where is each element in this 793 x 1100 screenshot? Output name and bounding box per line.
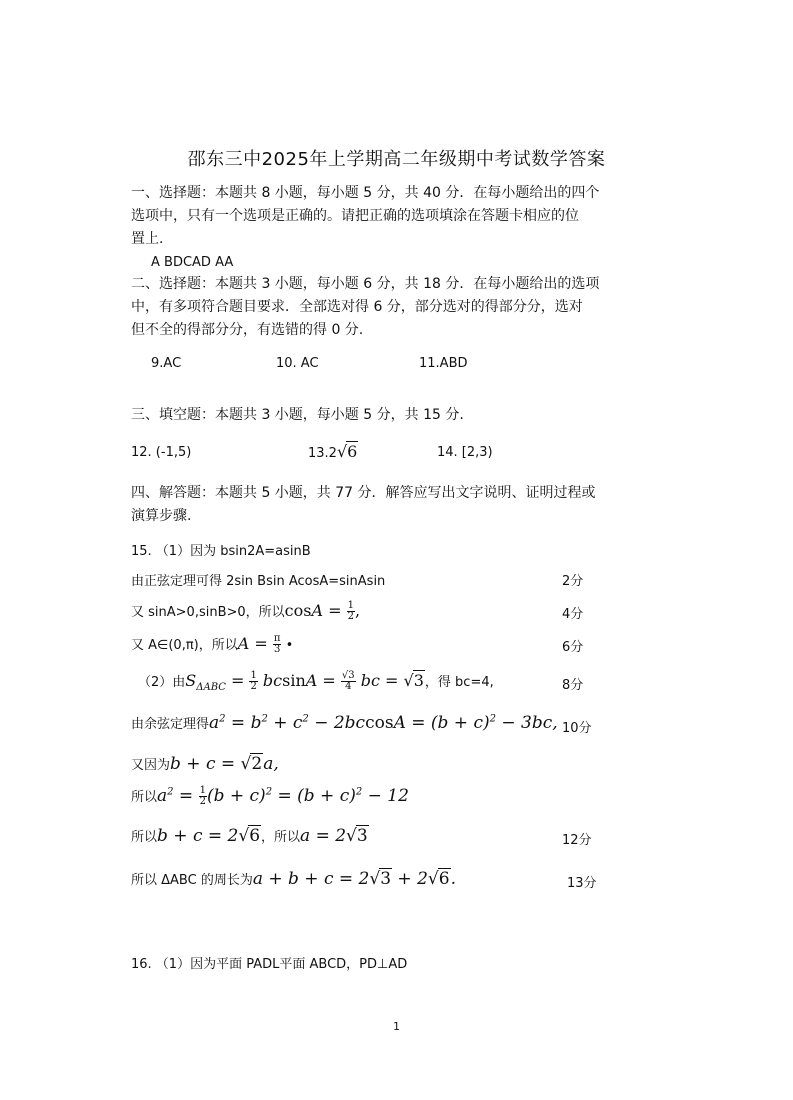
- q15-line-5-text: （2）由: [138, 675, 186, 690]
- q15-line-6-formula: $a^2 = b^2 + c^2 - 2bccosA = (b + c)^2 - 3bc$,: [209, 713, 558, 733]
- q15-line-7-text: 又因为: [131, 758, 171, 773]
- q15-line-5-score: 8分: [562, 678, 584, 693]
- q15-line-6: [131, 713, 558, 733]
- section-1-line-1: 一、选择题：本题共 8 小题，每小题 5 分，共 40 分．在每小题给出的四个: [131, 185, 600, 201]
- answer-14: 14. [2,3): [437, 445, 493, 460]
- q15-line-4-text: 又 A∈(0,π)，所以: [131, 638, 238, 653]
- q15-line-3-score: 4分: [562, 607, 584, 622]
- section-3-header: 三、填空题：本题共 3 小题，每小题 5 分，共 15 分.: [131, 407, 464, 423]
- q15-line-4-score: 6分: [562, 640, 584, 655]
- q15-line-2-score: 2分: [562, 574, 584, 589]
- q15-line-6-score: 10分: [562, 721, 592, 736]
- q15-line-7-formula: b + c = √2a,: [170, 754, 279, 774]
- section-4-line-2: 演算步骤.: [131, 508, 192, 524]
- q15-line-5-tail: ，得 bc=4,: [424, 675, 494, 690]
- q15-line-8-formula: $a^2$ = $\frac{1}{2}$ $(b + c)^2 = (b + c)^2 - 12$: [157, 785, 409, 807]
- q15-line-5: [138, 670, 494, 693]
- answer-13-radical: √6: [336, 442, 358, 461]
- q15-line-10-formula: a + b + c = 2√3 + 2√6.: [252, 869, 456, 889]
- q15-line-7: [131, 753, 279, 774]
- answer-12: 12. (-1,5): [131, 445, 192, 460]
- section-2-line-3: 但不全的得部分分，有选错的得 0 分.: [131, 322, 364, 338]
- answer-13-radicand: 6: [347, 442, 358, 461]
- q15-line-9: [131, 825, 369, 846]
- q15-line-3: [131, 601, 360, 622]
- q15-line-4: 又 A∈(0,π)，所以A = $\frac{\pi}{3}$ •: [131, 633, 294, 655]
- q15-line-9-formula-a: b + c = 2√6: [157, 826, 261, 846]
- q15-line-9-text: 所以: [131, 830, 158, 845]
- section-4-line-1: 四、解答题：本题共 5 小题，共 77 分．解答应写出文字说明、证明过程或: [131, 485, 596, 501]
- section-1-answers: A BDCAD AA: [151, 255, 234, 270]
- q15-line-10-text: 所以 ΔABC 的周长为: [131, 873, 253, 888]
- q16-line-1: 16. （1）因为平面 PADL平面 ABCD，PD⊥AD: [131, 957, 408, 972]
- q15-line-9-score: 12分: [562, 833, 592, 848]
- q15-line-8: [131, 786, 409, 807]
- q15-line-10: [131, 868, 456, 889]
- q15-line-10-score: 13分: [567, 876, 597, 891]
- q15-line-9-formula-b: a = 2√3: [300, 826, 368, 846]
- q15-line-3-text: 又 sinA>0,sinB>0，所以: [131, 605, 285, 620]
- page-number: 1: [393, 1020, 400, 1033]
- section-1-line-2: 选项中，只有一个选项是正确的。请把正确的选项填涂在答题卡相应的位: [131, 208, 579, 224]
- answer-10: 10. AC: [276, 356, 319, 371]
- q15-line-5-formula: $S_{\Delta ABC}$ = $\frac{1}{2}$ bcsinA = $\frac{√3}{4}$ bc = √3: [185, 670, 424, 694]
- q15-line-6-text: 由余弦定理得: [131, 717, 210, 732]
- q15-line-2: 由正弦定理可得 2sin Bsin AcosA=sinAsin: [131, 574, 386, 589]
- answer-11: 11.ABD: [419, 356, 468, 371]
- page-title: 邵东三中2025年上学期高二年级期中考试数学答案: [187, 149, 606, 170]
- q15-line-3-formula: cosA = $\frac{1}{2}$ ,: [284, 600, 361, 622]
- q15-line-1: 15. （1）因为 bsin2A=asinB: [131, 544, 311, 559]
- answer-13-prefix: 13.2: [308, 446, 337, 461]
- q15-line-8-text: 所以: [131, 790, 158, 805]
- answer-9: 9.AC: [151, 356, 182, 371]
- q15-line-9-mid: ，所以: [261, 830, 301, 845]
- answer-13: [308, 441, 358, 461]
- q15-line-4-formula: A = $\frac{\pi}{3}$: [237, 633, 281, 655]
- section-1-line-3: 置上.: [131, 231, 164, 247]
- section-2-line-1: 二、选择题：本题共 3 小题，每小题 6 分，共 18 分．在每小题给出的选项: [131, 276, 600, 292]
- section-2-line-2: 中，有多项符合题目要求．全部选对得 6 分，部分选对的得部分分，选对: [131, 299, 583, 315]
